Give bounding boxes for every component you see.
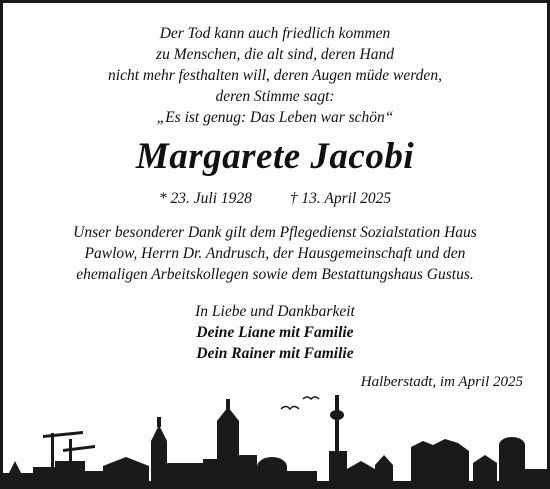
poem bbox=[3, 23, 547, 128]
poem-line: Der Tod kann auch friedlich kommen bbox=[159, 25, 391, 42]
signature-intro: In Liebe und Dankbarkeit bbox=[195, 303, 355, 320]
thanks-line: ehemaligen Arbeitskollegen sowie dem Bestattungshaus Gustus. bbox=[76, 266, 474, 283]
poem-line: zu Menschen, die alt sind, deren Hand bbox=[156, 46, 394, 63]
signature-line: Deine Liane mit Familie bbox=[196, 324, 354, 341]
poem-line: „Es ist genug: Das Leben war schön“ bbox=[156, 109, 394, 126]
place-date: Halberstadt, im April 2025 bbox=[360, 374, 523, 390]
city-skyline-silhouette bbox=[3, 371, 547, 486]
death-date: † 13. April 2025 bbox=[289, 190, 392, 207]
life-dates bbox=[3, 189, 547, 209]
thanks-line: Unser besonderer Dank gilt dem Pflegedienst Sozialstation Haus bbox=[73, 224, 477, 241]
poem-line: deren Stimme sagt: bbox=[215, 88, 335, 105]
thanks-line: Pawlow, Herrn Dr. Andrusch, der Hausgemeinschaft und den bbox=[84, 245, 466, 262]
poem-line: nicht mehr festhalten will, deren Augen müde werden, bbox=[108, 67, 442, 84]
signature-block bbox=[3, 301, 547, 364]
deceased-name: Margarete Jacobi bbox=[135, 136, 415, 177]
signature-line: Dein Rainer mit Familie bbox=[196, 345, 354, 362]
birth-date: * 23. Juli 1928 bbox=[158, 190, 252, 207]
thanks-paragraph bbox=[21, 222, 529, 285]
